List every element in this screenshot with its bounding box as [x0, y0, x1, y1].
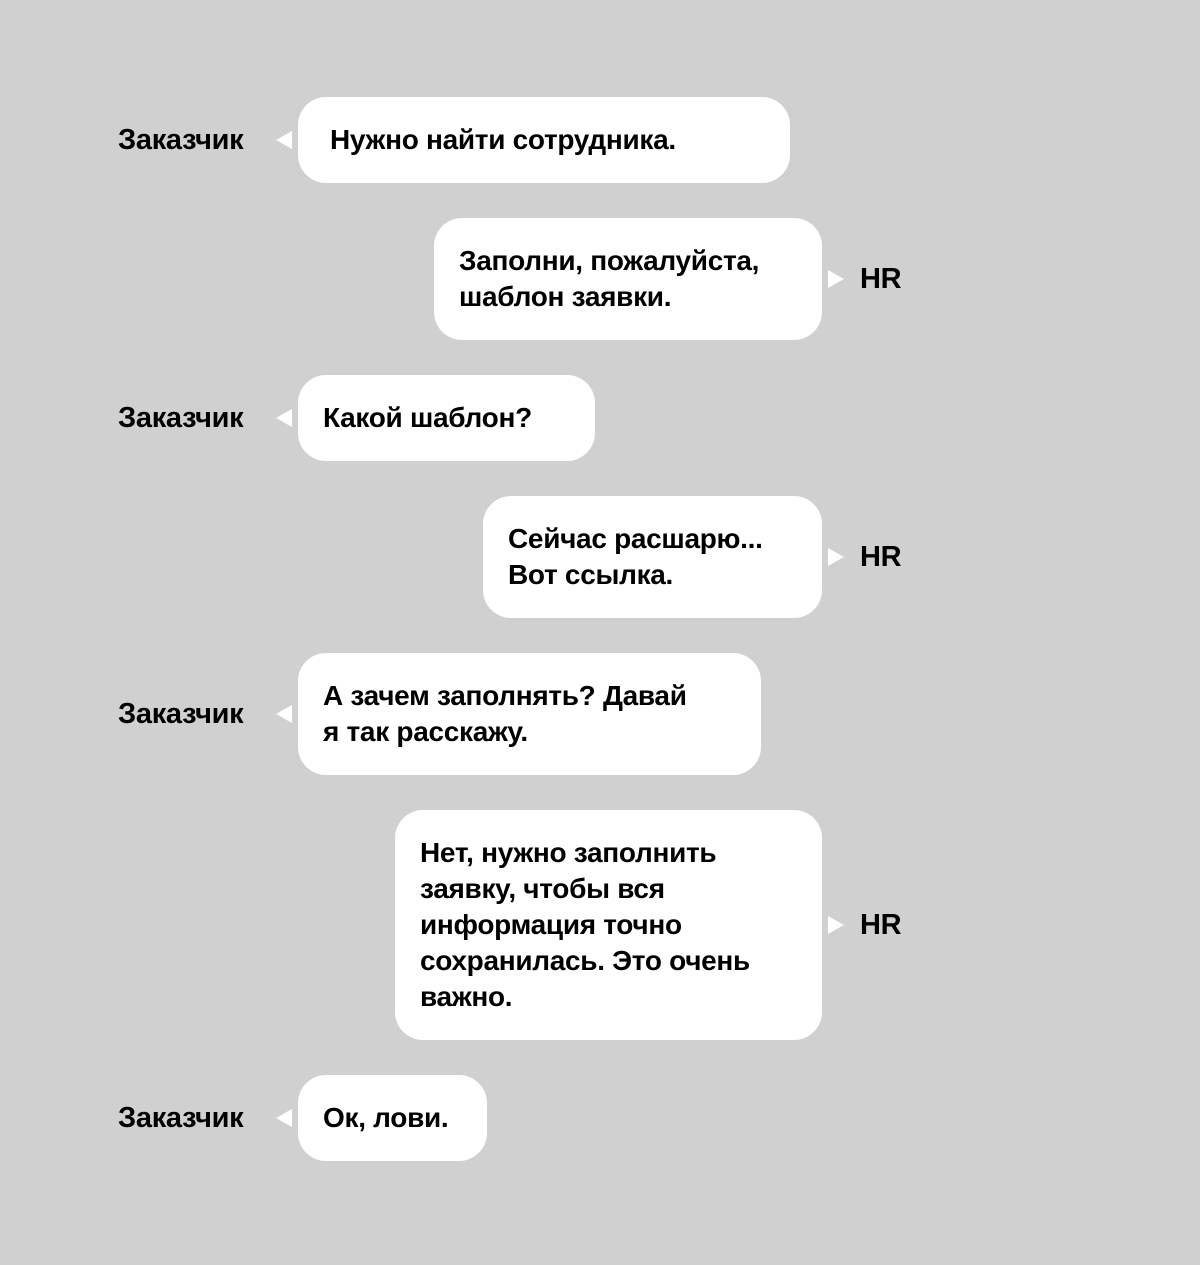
speaker-label-hr: HR [860, 909, 902, 941]
message-bubble-client [298, 653, 761, 775]
message-bubble-client [298, 1075, 487, 1161]
message-text: Нет, нужно заполнить заявку, чтобы вся информация точно сохранилась. Это очень важно. [420, 837, 750, 1012]
message-bubble-client [298, 375, 595, 461]
speaker-label-hr: HR [860, 263, 902, 295]
speaker-label-client: Заказчик [118, 124, 244, 156]
bubble-tail-right [828, 548, 844, 566]
message-text: Сейчас расшарю... Вот ссылка. [508, 523, 763, 590]
speaker-label-client: Заказчик [118, 402, 244, 434]
speaker-label-hr: HR [860, 541, 902, 573]
bubble-tail-left [276, 705, 292, 723]
message-bubble-client [298, 97, 790, 183]
bubble-tail-left [276, 409, 292, 427]
bubble-tail-right [828, 916, 844, 934]
message-text: Заполни, пожалуйста, шаблон заявки. [459, 245, 760, 312]
message-text: Нужно найти сотрудника. [330, 124, 676, 155]
message-text: Какой шаблон? [323, 402, 532, 433]
speaker-label-client: Заказчик [118, 698, 244, 730]
message-bubble-hr [483, 496, 822, 618]
bubble-tail-right [828, 270, 844, 288]
message-text: А зачем заполнять? Давай я так расскажу. [323, 680, 687, 747]
message-bubble-hr [395, 810, 822, 1040]
message-bubble-hr [434, 218, 822, 340]
bubble-tail-left [276, 1109, 292, 1127]
bubble-tail-left [276, 131, 292, 149]
speaker-label-client: Заказчик [118, 1102, 244, 1134]
message-text: Ок, лови. [323, 1102, 449, 1133]
